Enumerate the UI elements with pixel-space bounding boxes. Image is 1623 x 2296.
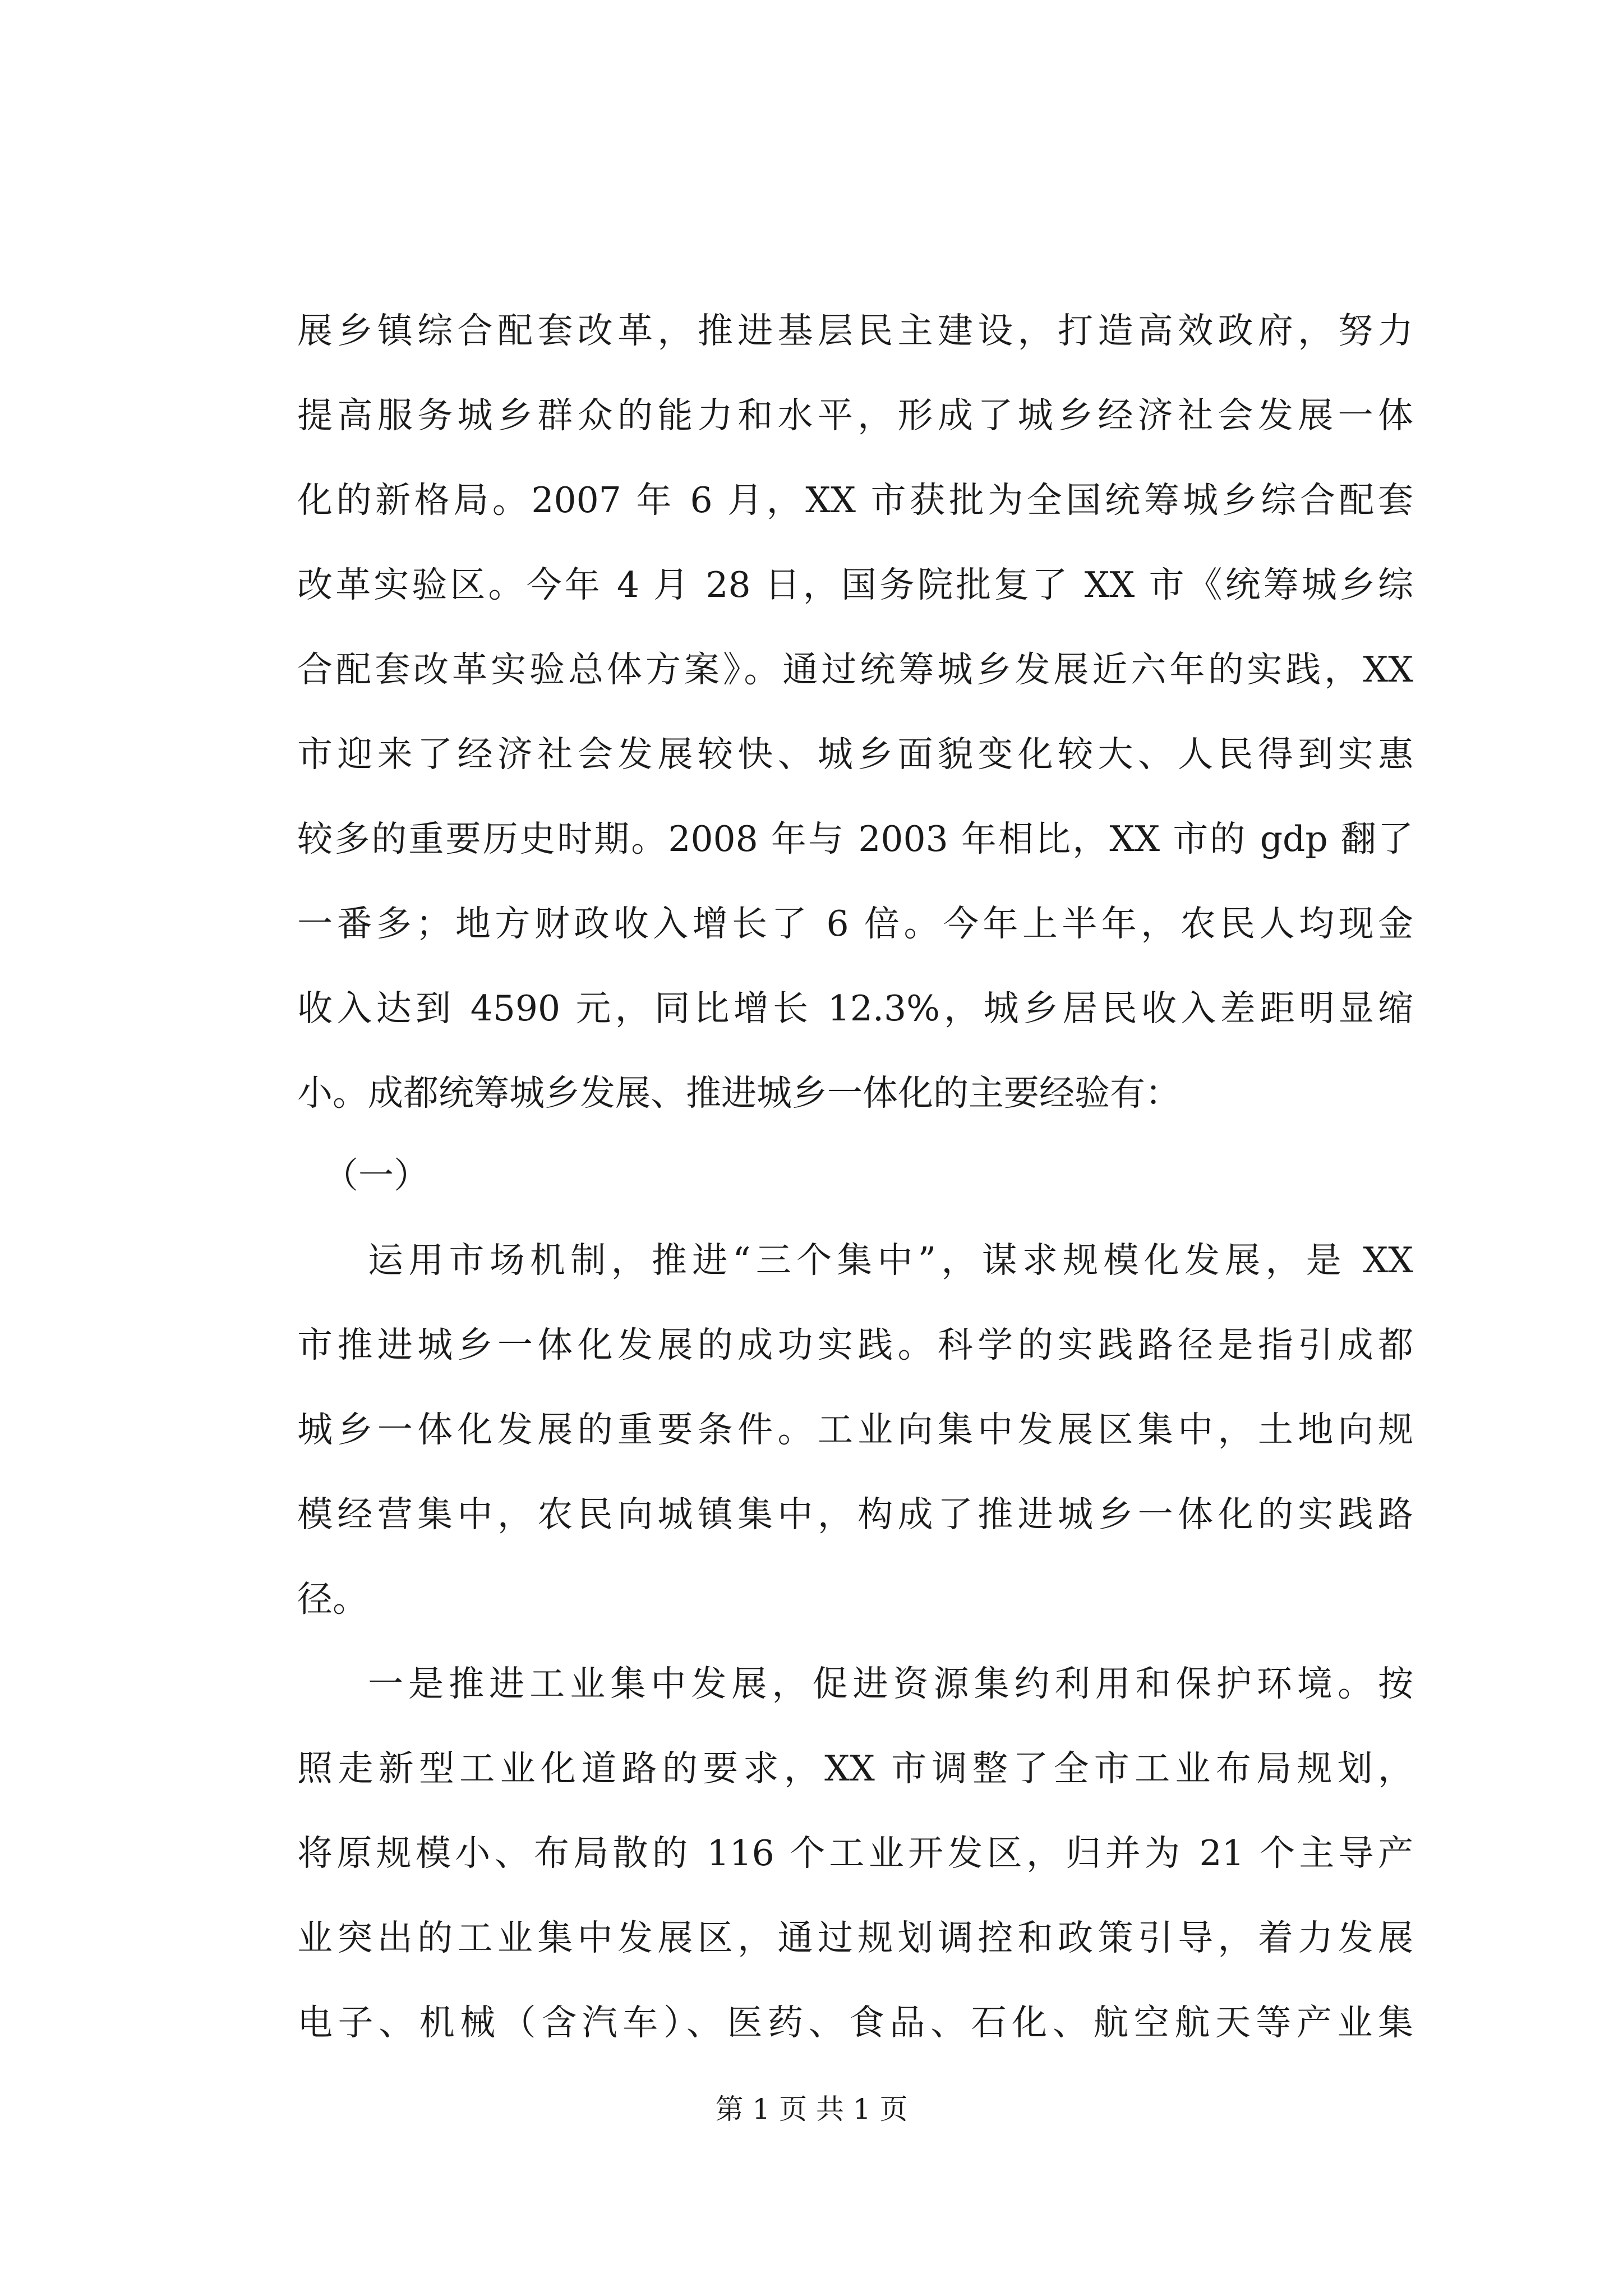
text-line-15: 径。 [297, 1579, 368, 1619]
text-line-10: 小。成都统筹城乡发展、推进城乡一体化的主要经验有： [297, 1073, 1181, 1114]
page-footer: 第 1 页 共 1 页 [715, 2093, 908, 2125]
text-line-16: 一是推进工业集中发展，促进资源集约利用和保护环境。按 [368, 1663, 1413, 1704]
section-heading: （一） [323, 1155, 429, 1196]
text-line-2: 提高服务城乡群众的能力和水平，形成了城乡经济社会发展一体 [297, 395, 1413, 436]
text-line-13: 城乡一体化发展的重要条件。工业向集中发展区集中，土地向规 [297, 1409, 1413, 1450]
text-line-11: 运用市场机制，推进“三个集中”，谋求规模化发展，是 XX [368, 1240, 1413, 1281]
text-line-4: 改革实验区。今年 4 月 28 日，国务院批复了 XX 市《统筹城乡综 [297, 564, 1413, 605]
text-line-7: 较多的重要历史时期。2008 年与 2003 年相比，XX 市的 gdp 翻了 [297, 818, 1413, 859]
text-line-12: 市推进城乡一体化发展的成功实践。科学的实践路径是指引成都 [297, 1324, 1413, 1365]
text-line-18: 将原规模小、布局散的 116 个工业开发区，归并为 21 个主导产 [297, 1833, 1413, 1874]
text-line-8: 一番多；地方财政收入增长了 6 倍。今年上半年，农民人均现金 [297, 903, 1413, 944]
text-line-1: 展乡镇综合配套改革，推进基层民主建设，打造高效政府，努力 [297, 310, 1413, 351]
text-line-14: 模经营集中，农民向城镇集中，构成了推进城乡一体化的实践路 [297, 1494, 1413, 1535]
text-line-5: 合配套改革实验总体方案》。通过统筹城乡发展近六年的实践，XX [297, 649, 1413, 690]
text-line-20: 电子、机械（含汽车）、医药、食品、石化、航空航天等产业集 [297, 2002, 1413, 2043]
text-line-19: 业突出的工业集中发展区，通过规划调控和政策引导，着力发展 [297, 1917, 1413, 1958]
text-line-17: 照走新型工业化道路的要求，XX 市调整了全市工业布局规划， [297, 1748, 1413, 1789]
text-line-9: 收入达到 4590 元，同比增长 12.3%，城乡居民收入差距明显缩 [297, 988, 1413, 1029]
text-line-6: 市迎来了经济社会发展较快、城乡面貌变化较大、人民得到实惠 [297, 734, 1413, 775]
text-line-3: 化的新格局。2007 年 6 月，XX 市获批为全国统筹城乡综合配套 [297, 480, 1413, 521]
